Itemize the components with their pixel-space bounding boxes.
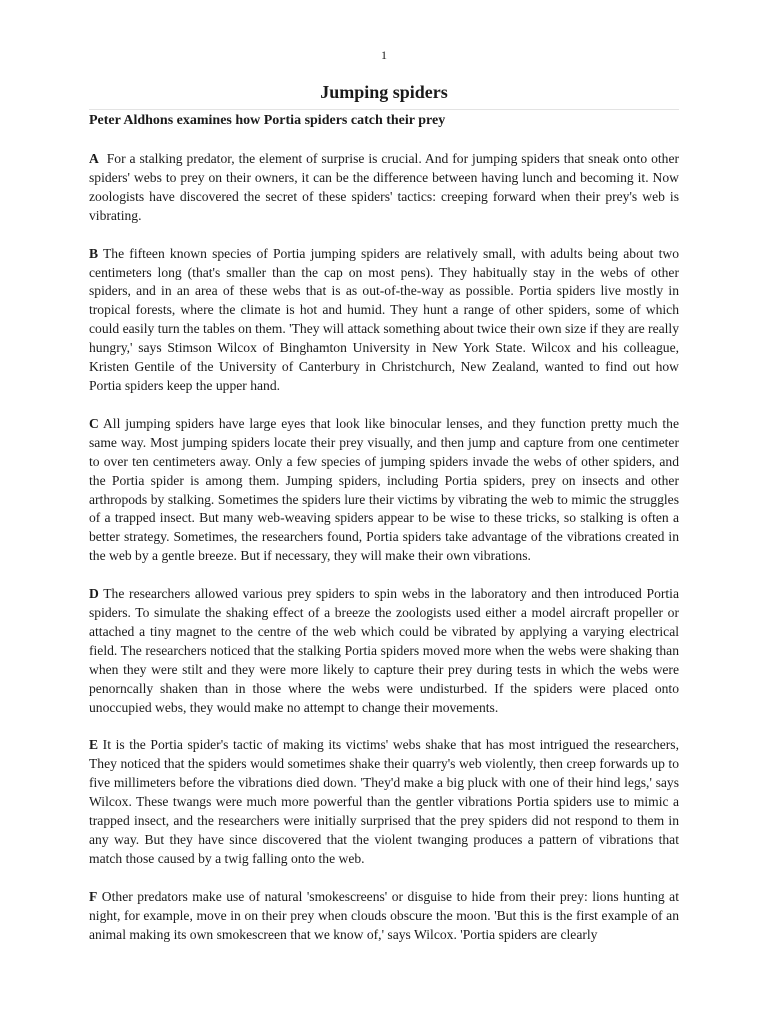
paragraph-letter: F <box>89 888 98 904</box>
title-divider <box>89 109 679 110</box>
paragraph-letter: B <box>89 245 99 261</box>
paragraph-text: It is the Portia spider's tactic of making its victims' webs shake that has most intrigued the researchers, They noticed that the spiders would sometimes shake their quarry's web violently, then creep forwards up to five millimeters before the vibrations died down. 'They'd make a big pluck with one of their hind legs,' says Wilcox. These twangs were much more powerful than the gentler vibrations Portia spiders use to mimic a trapped insect, and the researchers were initially surprised that the prey spiders did not respond to them in any way. But they have since discovered that the violent twanging produces a pattern of vibrations that match those caused by a twig falling onto the web. <box>89 737 679 866</box>
paragraph-d <box>89 585 679 717</box>
paragraph-c <box>89 415 679 566</box>
paragraph-text: Other predators make use of natural 'smokescreens' or disguise to hide from their prey: lions hunting at night, for example, move in on their prey when clouds obscure the moon. 'But this is the first example of an animal making its own smokescreen that we know of,' says Wilcox. 'Portia spiders are clearly <box>89 888 679 942</box>
paragraph-b <box>89 245 679 396</box>
paragraph-text: For a stalking predator, the element of surprise is crucial. And for jumping spiders that sneak onto other spiders' webs to prey on their owners, it can be the difference between having lunch and becoming it. Now zoologists have discovered the secret of these spiders' tactics: creeping forward when their prey's web is vibrating. <box>89 151 680 223</box>
article-subtitle: Peter Aldhons examines how Portia spiders catch their prey <box>89 113 446 128</box>
paragraph-text: All jumping spiders have large eyes that look like binocular lenses, and they function pretty much the same way. Most jumping spiders locate their prey visually, and then jump and capture from one centimeter to over ten centimeters away. Only a few species of jumping spiders invade the webs of other spiders, and the Portia spider is among them. Jumping spiders, including Portia spiders, prey on insects and other arthropods by stalking. Sometimes the spiders lure their victims by vibrating the web to mimic the struggles of a trapped insect. But many web-weaving spiders appear to be wise to these tricks, so stalking is often a better strategy. Sometimes, the researchers found, Portia spiders take advantage of the vibrations created in the web by a gentle breeze. But if necessary, they will make their own vibrations. <box>89 415 680 564</box>
paragraph-text: The researchers allowed various prey spiders to spin webs in the laboratory and then introduced Portia spiders. To simulate the shaking effect of a breeze the zoologists used either a model aircraft propeller or attached a tiny magnet to the centre of the web which could be vibrated by applying a varying electrical field. The researchers noticed that the stalking Portia spiders moved more when the webs were shaking than when they were stilt and they were more likely to capture their prey during tests in which the webs were penorncally shaken than in those where the webs were undisturbed. If the spiders were placed onto unoccupied webs, they would make no attempt to change their movements. <box>89 586 679 715</box>
page-number: 1 <box>381 48 387 62</box>
paragraph-letter: A <box>89 151 99 166</box>
paragraph-letter: D <box>89 586 99 602</box>
paragraph-text: The fifteen known species of Portia jumping spiders are relatively small, with adults being about two centimeters long (that's smaller than the cap on most pens). They habitually stay in the webs of other spiders, and in an area of these webs that is as out-of-the-way as possible. Portia spiders live mostly in tropical forests, where the climate is hot and humid. They hunt a range of other spiders, some of which could easily turn the tables on them. 'They will attack something about twice their own size if they are really hungry,' says Stimson Wilcox of Binghamton University in New York State. Wilcox and his colleague, Kristen Gentile of the University of Canterbury in Christchurch, New Zealand, wanted to find out how Portia spiders keep the upper hand. <box>89 245 680 393</box>
article-title: Jumping spiders <box>320 82 448 102</box>
paragraph-f <box>89 888 679 945</box>
paragraph-letter: C <box>89 415 99 431</box>
paragraph-e <box>89 736 679 868</box>
paragraph-a <box>89 150 679 226</box>
paragraph-letter: E <box>89 737 99 753</box>
article-body <box>89 150 679 964</box>
